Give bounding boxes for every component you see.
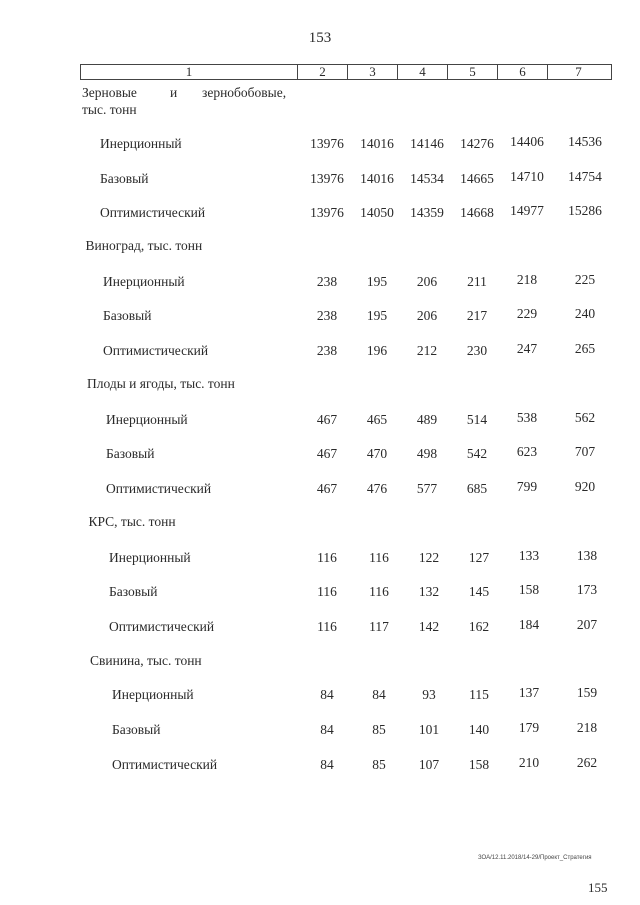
- row-label: Базовый: [100, 171, 149, 186]
- category-title-word: зернобобовые,: [202, 85, 287, 100]
- category-title: Свинина, тыс. тонн: [90, 653, 202, 668]
- row-label: Оптимистический: [112, 757, 218, 772]
- category-title-word: Зерновые: [82, 85, 137, 100]
- table-cell: 93: [422, 687, 436, 702]
- table-cell: 132: [418, 584, 440, 599]
- table-cell: 173: [576, 582, 598, 597]
- table-cell: 206: [416, 308, 438, 323]
- row-label: Оптимистический: [109, 619, 215, 634]
- row-label: Инерционный: [106, 412, 188, 427]
- header-col-5: 5: [448, 65, 498, 79]
- header-col-3: 3: [348, 65, 398, 79]
- category-title-word: и: [170, 85, 178, 100]
- table-cell: 799: [516, 479, 538, 494]
- table-cell: 498: [416, 446, 438, 461]
- table-cell: 107: [418, 757, 440, 772]
- category-title: КРС, тыс. тонн: [88, 514, 176, 529]
- table-cell: 265: [574, 341, 596, 356]
- table-cell: 14359: [410, 205, 444, 220]
- table-cell: 195: [366, 308, 388, 323]
- table-cell: 145: [468, 584, 490, 599]
- table-cell: 217: [466, 308, 488, 323]
- table-cell: 184: [518, 617, 540, 632]
- table-cell: 562: [574, 410, 596, 425]
- row-label: Инерционный: [103, 274, 185, 289]
- table-cell: 14536: [568, 134, 602, 149]
- table-cell: 206: [416, 274, 438, 289]
- table-cell: 14276: [460, 136, 494, 151]
- table-cell: 211: [467, 274, 487, 289]
- header-col-4: 4: [398, 65, 448, 79]
- row-label: Инерционный: [112, 687, 194, 702]
- table-cell: 116: [317, 619, 337, 634]
- table-cell: 15286: [568, 203, 602, 218]
- header-col-6: 6: [498, 65, 548, 79]
- row-label: Базовый: [109, 584, 158, 599]
- table-cell: 467: [316, 481, 338, 496]
- table-cell: 14406: [510, 134, 544, 149]
- table-cell: 229: [516, 306, 538, 321]
- row-label: Инерционный: [109, 550, 191, 565]
- footer-note: ЗОА/12.11.2018/14-29/Проект_Стратегия: [478, 855, 592, 861]
- table-cell: 85: [372, 722, 386, 737]
- table-cell: 84: [372, 687, 386, 702]
- table-cell: 116: [317, 550, 337, 565]
- table-cell: 84: [320, 687, 334, 702]
- table-cell: 623: [516, 444, 538, 459]
- table-cell: 127: [468, 550, 490, 565]
- row-label: Инерционный: [100, 136, 182, 151]
- table-cell: 84: [320, 757, 334, 772]
- table-cell: 707: [574, 444, 596, 459]
- category-title: [82, 85, 137, 101]
- table-cell: 14977: [510, 203, 544, 218]
- table-cell: 158: [468, 757, 490, 772]
- table-cell: 133: [518, 548, 540, 563]
- table-cell: 238: [316, 343, 338, 358]
- table-cell: 465: [366, 412, 388, 427]
- table-cell: 14016: [360, 136, 394, 151]
- table-cell: 14668: [460, 205, 494, 220]
- table-cell: 225: [574, 272, 596, 287]
- row-label: Оптимистический: [106, 481, 212, 496]
- table-header: [80, 64, 612, 80]
- table-cell: 238: [316, 274, 338, 289]
- table-cell: 137: [518, 685, 540, 700]
- table-cell: 230: [466, 343, 488, 358]
- table-cell: 467: [316, 446, 338, 461]
- table-cell: 159: [576, 685, 598, 700]
- table-cell: 84: [320, 722, 334, 737]
- table-cell: 138: [576, 548, 598, 563]
- table-cell: 538: [516, 410, 538, 425]
- row-label: Оптимистический: [103, 343, 209, 358]
- table-cell: 212: [416, 343, 438, 358]
- table-cell: 13976: [310, 205, 344, 220]
- table-cell: 920: [574, 479, 596, 494]
- table-cell: 14665: [460, 171, 494, 186]
- table-cell: 685: [466, 481, 488, 496]
- table-cell: 238: [316, 308, 338, 323]
- table-cell: 14754: [568, 169, 602, 184]
- table-cell: 218: [576, 720, 598, 735]
- table-cell: 13976: [310, 171, 344, 186]
- page-number-top: 153: [308, 30, 332, 46]
- row-label: Базовый: [112, 722, 161, 737]
- table-cell: 142: [418, 619, 440, 634]
- category-title-unit: тыс. тонн: [82, 102, 137, 117]
- header-col-1: 1: [81, 65, 298, 79]
- table-cell: 179: [518, 720, 540, 735]
- table-cell: 101: [418, 722, 440, 737]
- table-cell: 262: [576, 755, 598, 770]
- header-col-7: 7: [575, 64, 582, 79]
- row-label: Базовый: [103, 308, 152, 323]
- table-cell: 14534: [410, 171, 444, 186]
- table-cell: 85: [372, 757, 386, 772]
- table-cell: 542: [466, 446, 488, 461]
- table-cell: 14016: [360, 171, 394, 186]
- table-cell: 514: [466, 412, 488, 427]
- table-cell: 162: [468, 619, 490, 634]
- table-cell: 13976: [310, 136, 344, 151]
- row-label: Оптимистический: [100, 205, 206, 220]
- table-cell: 116: [317, 584, 337, 599]
- table-cell: 117: [369, 619, 389, 634]
- category-title: Виноград, тыс. тонн: [85, 238, 203, 253]
- table-cell: 196: [366, 343, 388, 358]
- table-cell: 489: [416, 412, 438, 427]
- table-cell: 247: [516, 341, 538, 356]
- table-cell: 115: [469, 687, 489, 702]
- table-cell: 240: [574, 306, 596, 321]
- table-cell: 14710: [510, 169, 544, 184]
- page-number-bottom: 155: [588, 880, 608, 895]
- table-cell: 14050: [360, 205, 394, 220]
- row-label: Базовый: [106, 446, 155, 461]
- table-cell: 122: [418, 550, 440, 565]
- table-cell: 116: [369, 584, 389, 599]
- table-cell: 116: [369, 550, 389, 565]
- table-cell: 467: [316, 412, 338, 427]
- table-cell: 476: [366, 481, 388, 496]
- table-cell: 14146: [410, 136, 444, 151]
- table-cell: 577: [416, 481, 438, 496]
- table-cell: 210: [518, 755, 540, 770]
- category-title: Плоды и ягоды, тыс. тонн: [87, 376, 235, 391]
- table-cell: 158: [518, 582, 540, 597]
- table-cell: 470: [366, 446, 388, 461]
- header-col-2: 2: [298, 65, 348, 79]
- table-cell: 195: [366, 274, 388, 289]
- table-cell: 218: [516, 272, 538, 287]
- table-cell: 207: [576, 617, 598, 632]
- table-cell: 140: [468, 722, 490, 737]
